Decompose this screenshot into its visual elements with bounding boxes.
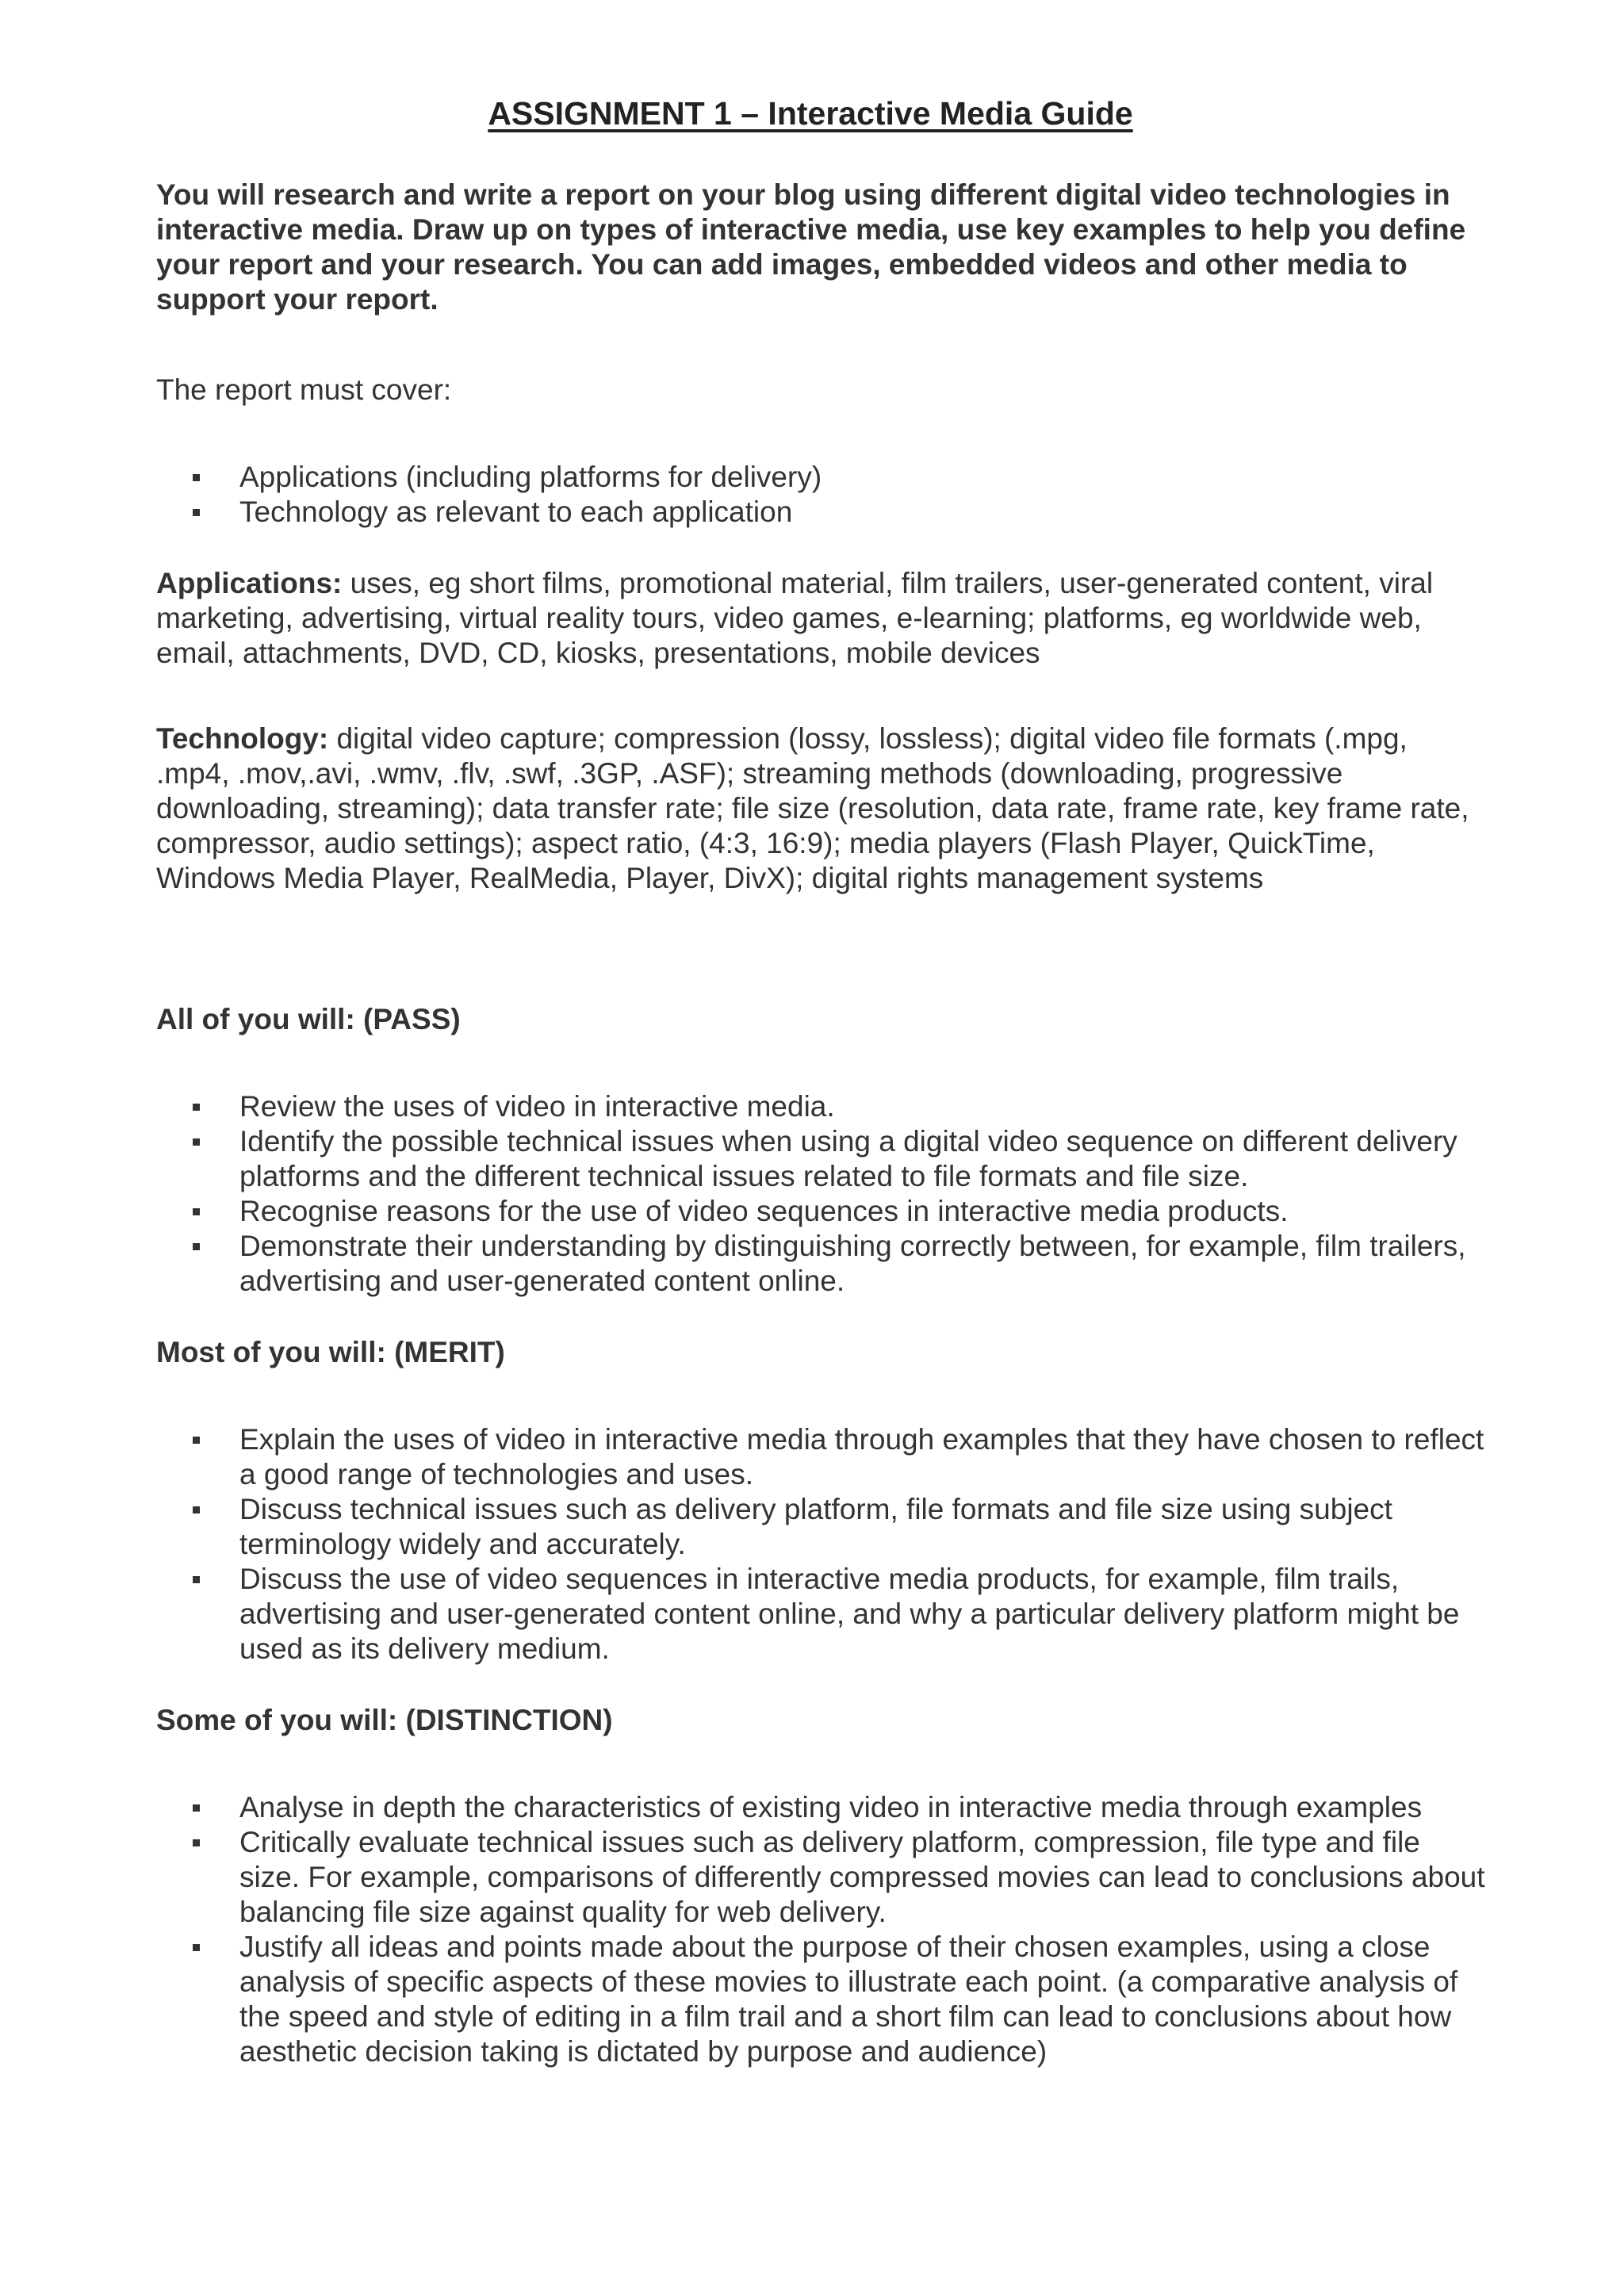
list-item: Identify the possible technical issues when using a digital video sequence on different delivery platforms and the different technical issues related to file formats and file size. <box>156 1124 1488 1194</box>
technology-text: digital video capture; compression (lossy, lossless); digital video file formats (.mpg, .mp4, .mov,.avi, .wmv, .flv, .swf, .3GP, .ASF); streaming methods (downloading, progressive downloading, streaming); data transfer rate; file size (resolution, data rate, frame rate, key frame rate, compressor, audio settings); aspect ratio, (4:3, 16:9); media players (Flash Player, QuickTime, Windows Media Player, RealMedia, Player, DivX); digital rights management systems <box>156 722 1469 894</box>
applications-paragraph <box>156 566 1488 671</box>
list-item: Applications (including platforms for delivery) <box>156 460 1488 495</box>
distinction-list <box>156 1790 1488 2069</box>
report-cover-list <box>156 460 1488 530</box>
pass-heading: All of you will: (PASS) <box>156 1003 461 1035</box>
page-title: ASSIGNMENT 1 – Interactive Media Guide <box>488 95 1133 132</box>
list-item: Justify all ideas and points made about the purpose of their chosen examples, using a close analysis of specific aspects of these movies to illustrate each point. (a comparative analysis of the speed and style of editing in a film trail and a short film can lead to conclusions about how aesthetic decision taking is dictated by purpose and audience) <box>156 1930 1488 2069</box>
technology-paragraph <box>156 721 1488 896</box>
list-item: Recognise reasons for the use of video sequences in interactive media products. <box>156 1194 1488 1229</box>
merit-heading: Most of you will: (MERIT) <box>156 1336 505 1368</box>
list-item: Analyse in depth the characteristics of existing video in interactive media through examples <box>156 1790 1488 1825</box>
list-item: Technology as relevant to each application <box>156 495 1488 530</box>
list-item: Demonstrate their understanding by distinguishing correctly between, for example, film trailers, advertising and user-generated content online. <box>156 1229 1488 1299</box>
report-cover-label: The report must cover: <box>156 373 452 406</box>
technology-label: Technology: <box>156 722 329 755</box>
list-item: Discuss technical issues such as delivery platform, file formats and file size using subject terminology widely and accurately. <box>156 1492 1488 1562</box>
applications-label: Applications: <box>156 567 343 599</box>
applications-text: uses, eg short films, promotional material, film trailers, user-generated content, viral marketing, advertising, virtual reality tours, video games, e-learning; platforms, eg worldwide web, email, attachments, DVD, CD, kiosks, presentations, mobile devices <box>156 567 1434 669</box>
merit-list <box>156 1422 1488 1667</box>
list-item: Discuss the use of video sequences in interactive media products, for example, film trails, advertising and user-generated content online, and why a particular delivery platform might be used as its delivery medium. <box>156 1562 1488 1667</box>
list-item: Critically evaluate technical issues such as delivery platform, compression, file type and file size. For example, comparisons of differently compressed movies can lead to conclusions about balancing file size against quality for web delivery. <box>156 1825 1488 1930</box>
list-item: Explain the uses of video in interactive media through examples that they have chosen to reflect a good range of technologies and uses. <box>156 1422 1488 1492</box>
list-item: Review the uses of video in interactive media. <box>156 1089 1488 1124</box>
distinction-heading: Some of you will: (DISTINCTION) <box>156 1704 613 1736</box>
intro-paragraph: You will research and write a report on your blog using different digital video technologies in interactive media. Draw up on types of interactive media, use key examples to help you define your report and your research. You can add images, embedded videos and other media to support your report. <box>156 178 1466 316</box>
pass-list <box>156 1089 1488 1299</box>
